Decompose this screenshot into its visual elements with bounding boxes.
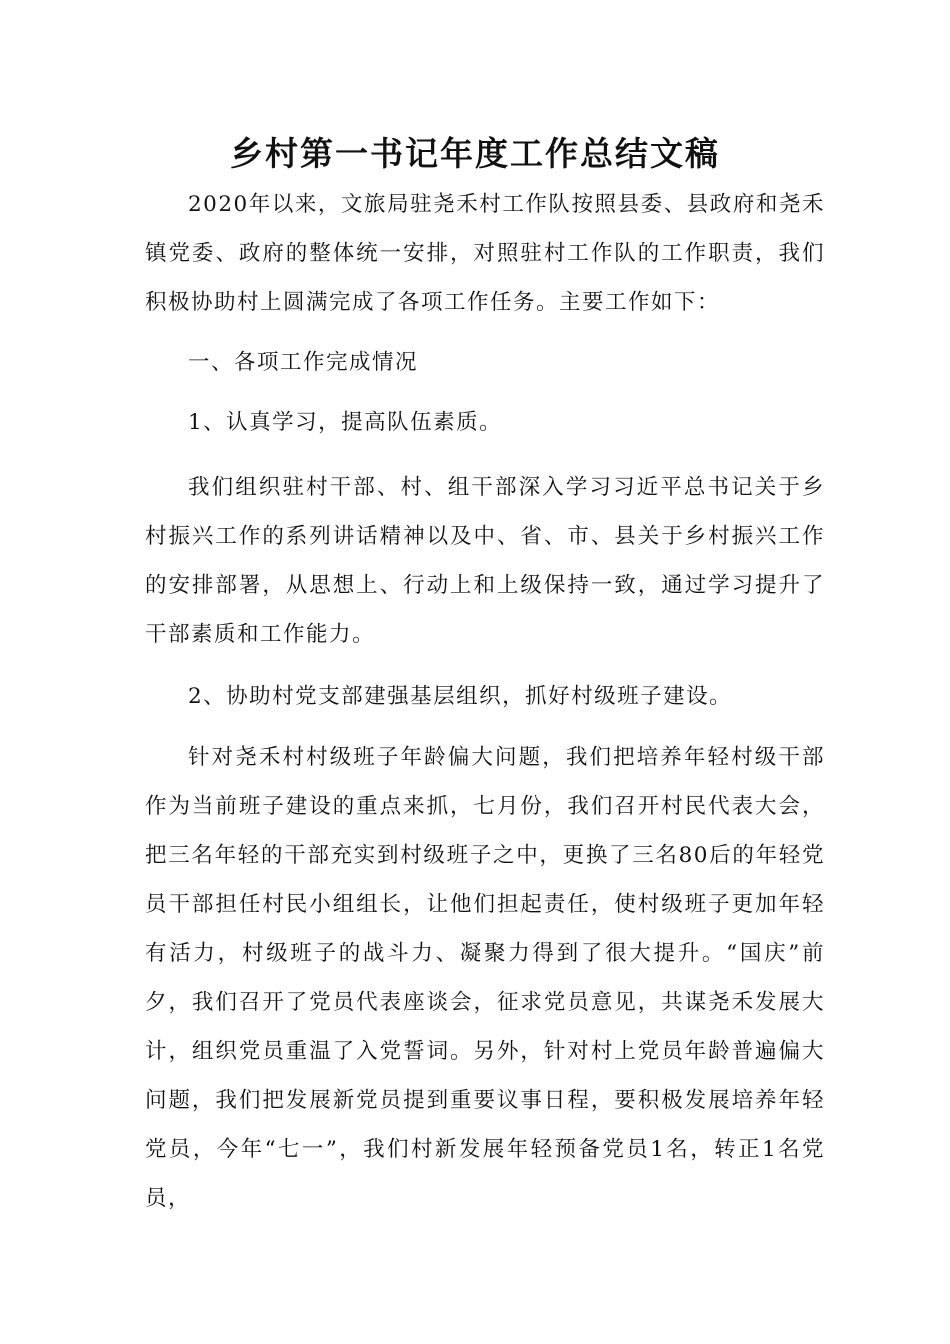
subheading: 1、认真学习，提高队伍素质。 xyxy=(188,410,503,435)
section-heading-1 xyxy=(145,338,825,387)
paragraph: 2020年以来，文旅局驻尧禾村工作队按照县委、县政府和尧禾镇党委、政府的整体统一安排，对照驻村工作队的工作职责，我们积极协助村上圆满完成了各项工作任务。主要工作如下： xyxy=(145,192,825,315)
subheading-2 xyxy=(145,672,825,721)
paragraph-team-building xyxy=(145,733,825,1223)
paragraph: 我们组织驻村干部、村、组干部深入学习习近平总书记关于乡村振兴工作的系列讲话精神以及中、省、市、县关于乡村振兴工作的安排部署，从思想上、行动上和上级保持一致，通过学习提升了干部素质和工作能力。 xyxy=(145,475,825,647)
paragraph: 针对尧禾村村级班子年龄偏大问题，我们把培养年轻村级干部作为当前班子建设的重点来抓，七月份，我们召开村民代表大会，把三名年轻的干部充实到村级班子之中，更换了三名80后的年轻党员干部担任村民小组组长，让他们担起责任，使村级班子更加年轻有活力，村级班子的战斗力、凝聚力得到了很大提升。“国庆”前夕，我们召开了党员代表座谈会，征求党员意见，共谋尧禾发展大计，组织党员重温了入党誓词。另外，针对村上党员年龄普遍偏大问题，我们把发展新党员提到重要议事日程，要积极发展培养年轻党员，今年“七一”，我们村新发展年轻预备党员1名，转正1名党员， xyxy=(145,745,825,1211)
document-title: 乡村第一书记年度工作总结文稿 xyxy=(230,134,720,173)
paragraph-intro xyxy=(145,180,825,327)
subheading-1 xyxy=(145,398,825,447)
paragraph-study xyxy=(145,463,825,659)
subheading: 2、协助村党支部建强基层组织，抓好村级班子建设。 xyxy=(188,684,733,709)
section-heading: 一、各项工作完成情况 xyxy=(188,350,419,375)
